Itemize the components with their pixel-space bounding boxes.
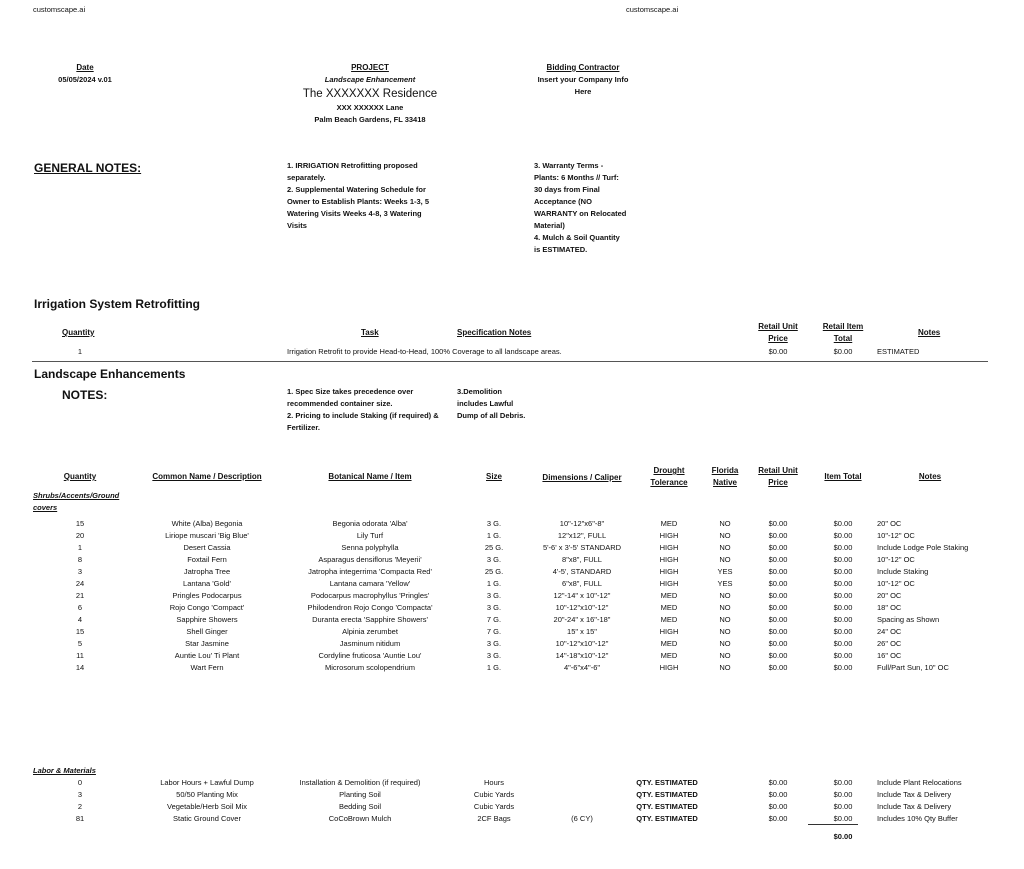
plant-notes: 16" OC: [877, 651, 902, 660]
plant-drought: MED: [660, 603, 678, 612]
plant-dim: 12"x12", FULL: [557, 531, 607, 540]
plant-common: Pringles Podocarpus: [172, 591, 242, 600]
labor-total: $0.00: [833, 778, 853, 787]
plant-price: $0.00: [768, 639, 788, 648]
plant-qty: 5: [77, 639, 83, 648]
plant-native: NO: [719, 603, 731, 612]
general-note-line: 30 days from Final: [534, 185, 600, 194]
plants-header-dimensions: Dimensions / Caliper: [542, 473, 622, 482]
labor-price: $0.00: [768, 802, 788, 811]
plant-total: $0.00: [833, 591, 853, 600]
labor-item: Bedding Soil: [338, 802, 382, 811]
plant-drought: MED: [660, 519, 678, 528]
labor-row: [0, 801, 1024, 813]
labor-item: Planting Soil: [339, 790, 381, 799]
plant-botanical: Duranta erecta 'Sapphire Showers': [312, 615, 428, 624]
labor-item: CoCoBrown Mulch: [328, 814, 392, 823]
plant-total: $0.00: [833, 531, 853, 540]
plants-header-common: Common Name / Description: [152, 472, 262, 481]
labor-unit: 2CF Bags: [477, 814, 511, 823]
plant-price: $0.00: [768, 603, 788, 612]
plant-dim: 20"-24" x 16"-18": [553, 615, 611, 624]
plant-qty: 3: [77, 567, 83, 576]
plant-row: [0, 638, 1024, 650]
plant-dim: 4'-5', STANDARD: [552, 567, 612, 576]
irrigation-task: Irrigation Retrofit to provide Head-to-Head, 100% Coverage to all landscape areas.: [287, 347, 562, 356]
landscape-notes-col-2: [457, 386, 547, 422]
general-note-line: Visits: [287, 221, 307, 230]
plant-botanical: Senna polyphylla: [341, 543, 399, 552]
landscape-notes-col-1: [287, 386, 457, 434]
contractor-line-2: Here: [574, 87, 592, 96]
labor-desc: Labor Hours + Lawful Dump: [160, 778, 254, 787]
contractor-block: [516, 62, 650, 98]
plant-qty: 15: [75, 627, 85, 636]
plant-size: 7 G.: [486, 627, 502, 636]
plant-price: $0.00: [768, 591, 788, 600]
labor-row: [0, 777, 1024, 789]
plant-common: Shell Ginger: [186, 627, 228, 636]
labor-row: [0, 813, 1024, 825]
irrigation-header-quantity: Quantity: [62, 328, 95, 337]
plant-notes: 24" OC: [877, 627, 902, 636]
labor-desc: Vegetable/Herb Soil Mix: [166, 802, 248, 811]
labor-notes: Include Plant Relocations: [877, 778, 962, 787]
plant-botanical: Philodendron Rojo Congo 'Compacta': [307, 603, 433, 612]
general-note-line: Watering Visits Weeks 4-8, 3 Watering: [287, 209, 422, 218]
plant-common: Liriope muscari 'Big Blue': [165, 531, 249, 540]
plant-common: Auntie Lou' Ti Plant: [174, 651, 240, 660]
plant-qty: 8: [77, 555, 83, 564]
landscape-note-line: 3.Demolition: [457, 387, 503, 396]
labor-extra: (6 CY): [571, 814, 593, 823]
plant-drought: MED: [660, 651, 678, 660]
landscape-title: Landscape Enhancements: [34, 367, 186, 381]
labor-item: Installation & Demolition (if required): [299, 778, 421, 787]
landscape-note-line: includes Lawful: [457, 399, 514, 408]
plant-dim: 4"-6"x4"-6": [563, 663, 601, 672]
contractor-label: Bidding Contractor: [546, 63, 620, 72]
plant-size: 1 G.: [486, 663, 502, 672]
plant-botanical: Microsorum scolopendrium: [324, 663, 416, 672]
irrigation-notes: ESTIMATED: [877, 347, 920, 356]
plant-botanical: Jatropha integerrima 'Compacta Red': [308, 567, 432, 576]
general-note-line: Material): [534, 221, 565, 230]
plants-category: [33, 490, 119, 514]
plant-size: 7 G.: [486, 615, 502, 624]
grand-total: $0.00: [833, 832, 853, 841]
plant-common: Lantana 'Gold': [183, 579, 231, 588]
labor-unit: Hours: [483, 778, 505, 787]
plant-total: $0.00: [833, 639, 853, 648]
plant-price: $0.00: [768, 567, 788, 576]
header-line: Retail Unit: [758, 322, 798, 331]
labor-total: $0.00: [833, 814, 853, 823]
plant-native: NO: [719, 543, 731, 552]
plant-botanical: Alpinia zerumbet: [342, 627, 398, 636]
plant-common: Wart Fern: [190, 663, 224, 672]
labor-qty: 2: [77, 802, 83, 811]
plant-row: [0, 518, 1024, 530]
plant-price: $0.00: [768, 579, 788, 588]
labor-qty: 0: [77, 778, 83, 787]
plant-total: $0.00: [833, 615, 853, 624]
plant-total: $0.00: [833, 651, 853, 660]
project-block: [270, 62, 470, 126]
plant-native: NO: [719, 663, 731, 672]
labor-price: $0.00: [768, 814, 788, 823]
plant-drought: HIGH: [659, 567, 679, 576]
date-label: Date: [76, 63, 94, 72]
plant-row: [0, 626, 1024, 638]
irrigation-header-retail-unit: [752, 321, 804, 345]
plant-row: [0, 530, 1024, 542]
landscape-notes-label: NOTES:: [62, 388, 108, 402]
labor-notes: Include Tax & Delivery: [877, 802, 952, 811]
irrigation-header-spec: Specification Notes: [457, 328, 532, 337]
plant-notes: Include Staking: [877, 567, 929, 576]
plant-native: NO: [719, 555, 731, 564]
plant-botanical: Asparagus densiflorus 'Meyerii': [318, 555, 422, 564]
plant-common: Rojo Congo 'Compact': [169, 603, 245, 612]
date-value: 05/05/2024 v.01: [58, 75, 112, 84]
plant-size: 1 G.: [486, 531, 502, 540]
plant-native: NO: [719, 615, 731, 624]
plants-header-drought: [650, 465, 687, 489]
plant-price: $0.00: [768, 651, 788, 660]
header-line: Price: [768, 478, 788, 487]
plant-qty: 6: [77, 603, 83, 612]
general-note-line: 3. Warranty Terms -: [534, 161, 604, 170]
plant-qty: 4: [77, 615, 83, 624]
plant-total: $0.00: [833, 519, 853, 528]
plant-notes: 18" OC: [877, 603, 902, 612]
category-line: Shrubs/Accents/Ground: [33, 491, 120, 500]
plant-size: 25 G.: [484, 567, 504, 576]
plant-total: $0.00: [833, 627, 853, 636]
project-title: The XXXXXXX Residence: [302, 88, 438, 100]
labor-qty: 81: [75, 814, 85, 823]
general-note-line: 1. IRRIGATION Retrofitting proposed: [287, 161, 418, 170]
plant-dim: 8"x8", FULL: [562, 555, 602, 564]
irrigation-header-notes: Notes: [918, 328, 941, 337]
header-line: Drought: [653, 466, 685, 475]
plant-notes: 20" OC: [877, 591, 902, 600]
project-subtitle: Landscape Enhancement: [324, 75, 416, 84]
header-line: Price: [768, 334, 788, 343]
contractor-line-1: Insert your Company Info: [537, 75, 629, 84]
plant-price: $0.00: [768, 519, 788, 528]
category-line: covers: [33, 503, 58, 512]
plant-drought: MED: [660, 639, 678, 648]
general-note-line: separately.: [287, 173, 326, 182]
plant-native: NO: [719, 519, 731, 528]
plant-drought: HIGH: [659, 543, 679, 552]
plant-common: Jatropha Tree: [183, 567, 231, 576]
plant-qty: 20: [75, 531, 85, 540]
general-note-line: Owner to Establish Plants: Weeks 1-3, 5: [287, 197, 429, 206]
general-note-line: is ESTIMATED.: [534, 245, 588, 254]
project-address-1: XXX XXXXXX Lane: [336, 103, 404, 112]
plant-size: 3 G.: [486, 519, 502, 528]
plant-price: $0.00: [768, 555, 788, 564]
plant-botanical: Begonia odorata 'Alba': [332, 519, 408, 528]
plant-dim: 10"-12"x10"-12": [555, 639, 609, 648]
total-underline: [808, 824, 858, 825]
labor-notes: Include Tax & Delivery: [877, 790, 952, 799]
plant-native: NO: [719, 651, 731, 660]
irrigation-header-task: Task: [361, 328, 379, 337]
plant-native: YES: [717, 567, 733, 576]
labor-qty-note: QTY. ESTIMATED: [636, 814, 698, 823]
plant-drought: HIGH: [659, 579, 679, 588]
plants-header-florida: [712, 465, 739, 489]
labor-total: $0.00: [833, 802, 853, 811]
plant-row: [0, 542, 1024, 554]
irrigation-row: [0, 346, 1024, 358]
plant-native: YES: [717, 579, 733, 588]
plant-size: 3 G.: [486, 555, 502, 564]
project-label: PROJECT: [351, 63, 389, 72]
plant-qty: 15: [75, 519, 85, 528]
plant-notes: Full/Part Sun, 10" OC: [877, 663, 949, 672]
plant-dim: 10"-12"x6"-8": [559, 519, 605, 528]
plant-common: Sapphire Showers: [176, 615, 238, 624]
plant-common: Foxtail Fern: [187, 555, 227, 564]
irrigation-price: $0.00: [768, 347, 788, 356]
plant-total: $0.00: [833, 543, 853, 552]
labor-price: $0.00: [768, 778, 788, 787]
plant-size: 3 G.: [486, 603, 502, 612]
header-line: Retail Unit: [758, 466, 798, 475]
plant-size: 25 G.: [484, 543, 504, 552]
plants-header-quantity: Quantity: [63, 472, 97, 481]
plant-dim: 10"-12"x10"-12": [555, 603, 609, 612]
plant-dim: 14"-18"x10"-12": [555, 651, 609, 660]
plant-row: [0, 614, 1024, 626]
plant-row: [0, 602, 1024, 614]
plant-row: [0, 650, 1024, 662]
labor-notes: Includes 10% Qty Buffer: [877, 814, 958, 823]
plants-header-retail: [758, 465, 798, 489]
general-note-line: 4. Mulch & Soil Quantity: [534, 233, 620, 242]
plant-drought: MED: [660, 615, 678, 624]
labor-title: Labor & Materials: [33, 766, 96, 775]
plant-dim: 6"x8", FULL: [562, 579, 602, 588]
plant-common: White (Alba) Begonia: [171, 519, 243, 528]
plant-size: 3 G.: [486, 591, 502, 600]
plants-header-botanical: Botanical Name / Item: [328, 472, 412, 481]
plant-common: Star Jasmine: [185, 639, 229, 648]
plant-notes: 26" OC: [877, 639, 902, 648]
plant-drought: HIGH: [659, 663, 679, 672]
project-address-2: Palm Beach Gardens, FL 33418: [314, 115, 426, 124]
plant-notes: 10"-12" OC: [877, 531, 915, 540]
general-notes-col-1: [287, 160, 457, 232]
general-note-line: 2. Supplemental Watering Schedule for: [287, 185, 426, 194]
plant-notes: Spacing as Shown: [877, 615, 940, 624]
labor-unit: Cubic Yards: [473, 790, 515, 799]
general-note-line: WARRANTY on Relocated: [534, 209, 627, 218]
plant-drought: HIGH: [659, 531, 679, 540]
general-note-line: Plants: 6 Months // Turf:: [534, 173, 619, 182]
plant-total: $0.00: [833, 663, 853, 672]
irrigation-qty: 1: [77, 347, 83, 356]
landscape-note-line: Fertilizer.: [287, 423, 320, 432]
labor-qty-note: QTY. ESTIMATED: [636, 802, 698, 811]
plant-notes: 10"-12" OC: [877, 555, 915, 564]
landscape-note-line: 2. Pricing to include Staking (if required) &: [287, 411, 439, 420]
plants-header-notes: Notes: [918, 472, 942, 481]
plant-row: [0, 590, 1024, 602]
labor-qty-note: QTY. ESTIMATED: [636, 778, 698, 787]
header-line: Florida: [711, 466, 739, 475]
plant-row: [0, 566, 1024, 578]
plant-native: NO: [719, 531, 731, 540]
plant-dim: 12"-14" x 10"-12": [553, 591, 611, 600]
plant-price: $0.00: [768, 627, 788, 636]
labor-qty-note: QTY. ESTIMATED: [636, 790, 698, 799]
plant-price: $0.00: [768, 663, 788, 672]
plant-price: $0.00: [768, 615, 788, 624]
plant-size: 1 G.: [486, 579, 502, 588]
plant-qty: 1: [77, 543, 83, 552]
irrigation-title: Irrigation System Retrofitting: [34, 297, 201, 311]
date-block: [30, 62, 140, 86]
landscape-note-line: 1. Spec Size takes precedence over: [287, 387, 414, 396]
general-note-line: Acceptance (NO: [534, 197, 592, 206]
general-notes-title: GENERAL NOTES:: [34, 161, 142, 175]
plant-native: NO: [719, 591, 731, 600]
plant-row: [0, 554, 1024, 566]
plant-notes: 20" OC: [877, 519, 902, 528]
plant-qty: 24: [75, 579, 85, 588]
plant-dim: 15" x 15": [567, 627, 597, 636]
plant-botanical: Lily Turf: [356, 531, 384, 540]
plant-total: $0.00: [833, 555, 853, 564]
plant-qty: 21: [75, 591, 85, 600]
page-header-left: customscape.ai: [33, 5, 86, 14]
plant-drought: HIGH: [659, 555, 679, 564]
header-line: Tolerance: [650, 478, 688, 487]
plant-total: $0.00: [833, 603, 853, 612]
plant-price: $0.00: [768, 531, 788, 540]
plant-size: 3 G.: [486, 651, 502, 660]
labor-desc: Static Ground Cover: [173, 814, 241, 823]
labor-row: [0, 789, 1024, 801]
plant-total: $0.00: [833, 567, 853, 576]
plant-common: Desert Cassia: [183, 543, 231, 552]
plant-notes: 10"-12" OC: [877, 579, 915, 588]
plants-header-size: Size: [485, 472, 503, 481]
plant-size: 3 G.: [486, 639, 502, 648]
plant-notes: Include Lodge Pole Staking: [877, 543, 969, 552]
plant-native: NO: [719, 639, 731, 648]
landscape-note-line: Dump of all Debris.: [457, 411, 526, 420]
plant-row: [0, 578, 1024, 590]
labor-desc: 50/50 Planting Mix: [176, 790, 238, 799]
plant-dim: 5'-6' x 3'-5' STANDARD: [542, 543, 622, 552]
header-line: Native: [712, 478, 738, 487]
page-header-center: customscape.ai: [626, 5, 679, 14]
labor-unit: Cubic Yards: [473, 802, 515, 811]
plant-row: [0, 662, 1024, 674]
landscape-note-line: recommended container size.: [287, 399, 393, 408]
labor-price: $0.00: [768, 790, 788, 799]
plant-botanical: Cordyline fruticosa 'Auntie Lou': [318, 651, 422, 660]
plant-native: NO: [719, 627, 731, 636]
header-line: Total: [833, 334, 853, 343]
header-line: Retail Item: [822, 322, 864, 331]
plant-price: $0.00: [768, 543, 788, 552]
plant-total: $0.00: [833, 579, 853, 588]
plant-qty: 14: [75, 663, 85, 672]
plant-drought: HIGH: [659, 627, 679, 636]
plant-botanical: Lantana camara 'Yellow': [329, 579, 411, 588]
plant-botanical: Jasminum nitidum: [339, 639, 401, 648]
irrigation-total: $0.00: [833, 347, 853, 356]
plant-qty: 11: [76, 651, 84, 660]
labor-qty: 3: [77, 790, 83, 799]
labor-total: $0.00: [833, 790, 853, 799]
plant-botanical: Podocarpus macrophyllus 'Pringles': [310, 591, 430, 600]
general-notes-col-2: [534, 160, 654, 256]
plant-drought: MED: [660, 591, 678, 600]
irrigation-header-retail-item: [817, 321, 869, 345]
section-divider: [32, 361, 988, 362]
plants-header-item-total: Item Total: [824, 472, 862, 481]
